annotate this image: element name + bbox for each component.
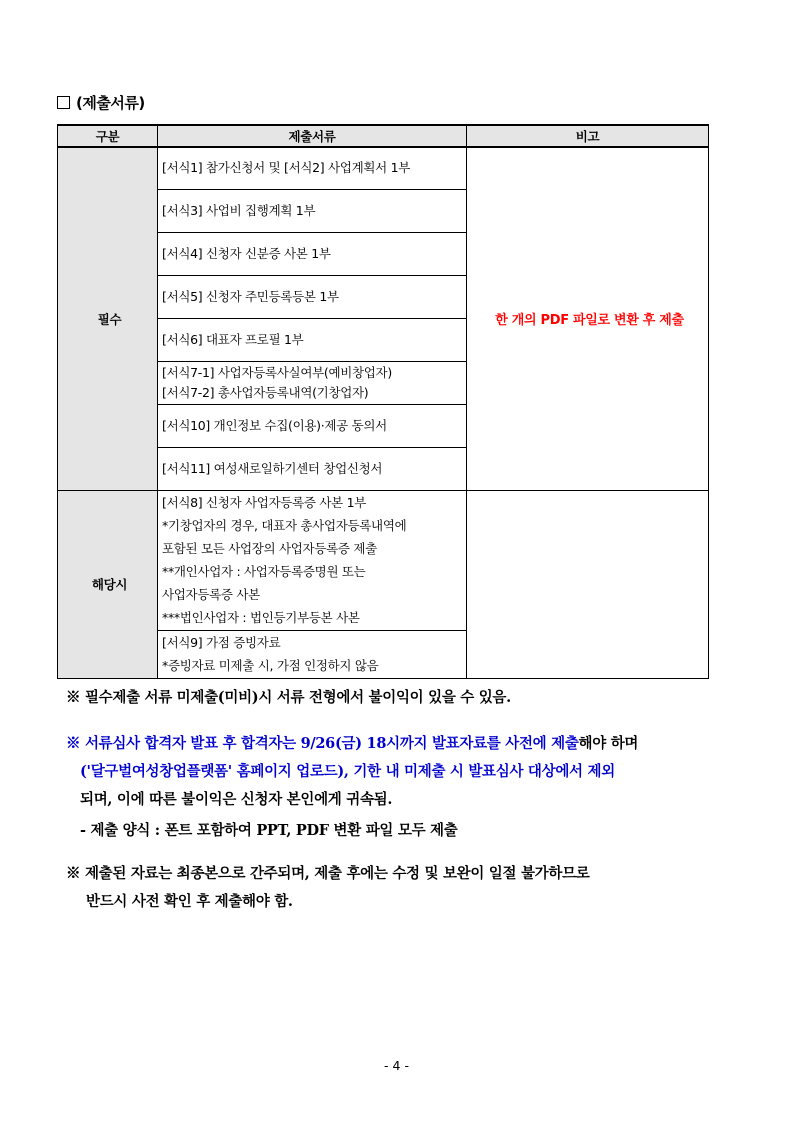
- applicable-item-2-line-1: [서식9] 가점 증빙자료: [162, 634, 281, 650]
- applicable-item-1-line-6: ***법인사업자 : 법인등기부등본 사본: [162, 609, 360, 625]
- required-item-8: [서식11] 여성새로일하기센터 창업신청서: [158, 447, 467, 490]
- required-item-6: [158, 361, 467, 404]
- table-row: [58, 147, 709, 189]
- section-heading-text: (제출서류): [76, 94, 145, 112]
- required-item-1: [서식1] 참가신청서 및 [서식2] 사업계획서 1부: [158, 147, 467, 189]
- table-row: [58, 490, 709, 630]
- required-item-6-line-1: [서식7-1] 사업자등록사실여부(예비창업자): [162, 364, 392, 380]
- required-item-5: [서식6] 대표자 프로필 1부: [158, 318, 467, 361]
- note-2-line-1: [66, 730, 638, 758]
- required-item-2: [서식3] 사업비 집행계획 1부: [158, 189, 467, 232]
- page-number: - 4 -: [384, 1058, 409, 1073]
- category-applicable: 해당시: [58, 490, 158, 678]
- header-remarks: 비고: [467, 125, 709, 147]
- required-item-6-line-2: [서식7-2] 총사업자등록내역(기창업자): [162, 384, 369, 400]
- applicable-item-1-line-2: *기창업자의 경우, 대표자 총사업자등록내역에: [162, 517, 407, 533]
- applicable-item-1-line-1: [서식8] 신청자 사업자등록증 사본 1부: [162, 494, 367, 510]
- applicable-item-1: [158, 490, 467, 630]
- note-2-line-3: 되며, 이에 따른 불이익은 신청자 본인에게 귀속됨.: [80, 791, 393, 808]
- table-header-row: [58, 125, 709, 147]
- category-required: 필수: [58, 147, 158, 490]
- applicable-item-1-line-3: 포함된 모든 사업장의 사업자등록증 제출: [162, 540, 377, 556]
- note-3: - 제출 양식 : 폰트 포함하여 PPT, PDF 변환 파일 모두 제출: [80, 822, 458, 839]
- documents-table: [57, 124, 709, 679]
- applicable-item-1-line-4: **개인사업자 : 사업자등록증명원 또는: [162, 563, 366, 579]
- required-item-3: [서식4] 신청자 신분증 사본 1부: [158, 232, 467, 275]
- note-2-line-1-blue: ※ 서류심사 합격자 발표 후 합격자는 9/26(금) 18시까지 발표자료를 사전에 제출: [66, 735, 579, 752]
- required-item-4: [서식5] 신청자 주민등록등본 1부: [158, 275, 467, 318]
- note-2-line-1-black: 해야 하며: [578, 735, 639, 752]
- note-4-line-1: ※ 제출된 자료는 최종본으로 간주되며, 제출 후에는 수정 및 보완이 일절 불가하므로: [66, 865, 590, 882]
- section-heading: [57, 92, 145, 113]
- header-category: 구분: [58, 125, 158, 147]
- checkbox-square-icon: [57, 96, 70, 109]
- required-note: [467, 147, 709, 490]
- note-4-line-2: 반드시 사전 확인 후 제출해야 함.: [86, 893, 293, 910]
- required-note-text: 한 개의 PDF 파일로 변환 후 제출: [495, 313, 684, 329]
- header-documents: 제출서류: [158, 125, 467, 147]
- applicable-item-1-line-5: 사업자등록증 사본: [162, 586, 260, 602]
- note-2: [66, 730, 638, 814]
- note-1: ※ 필수제출 서류 미제출(미비)시 서류 전형에서 불이익이 있을 수 있음.: [66, 689, 511, 706]
- required-item-7: [서식10] 개인정보 수집(이용)·제공 동의서: [158, 404, 467, 447]
- applicable-item-2-line-2: *증빙자료 미제출 시, 가점 인정하지 않음: [162, 657, 379, 673]
- note-4: [66, 860, 590, 916]
- note-2-line-2: ('달구벌여성창업플랫폼' 홈페이지 업로드), 기한 내 미제출 시 발표심사 대상에서 제외: [80, 763, 615, 780]
- applicable-item-2: [158, 630, 467, 678]
- applicable-note: [467, 490, 709, 678]
